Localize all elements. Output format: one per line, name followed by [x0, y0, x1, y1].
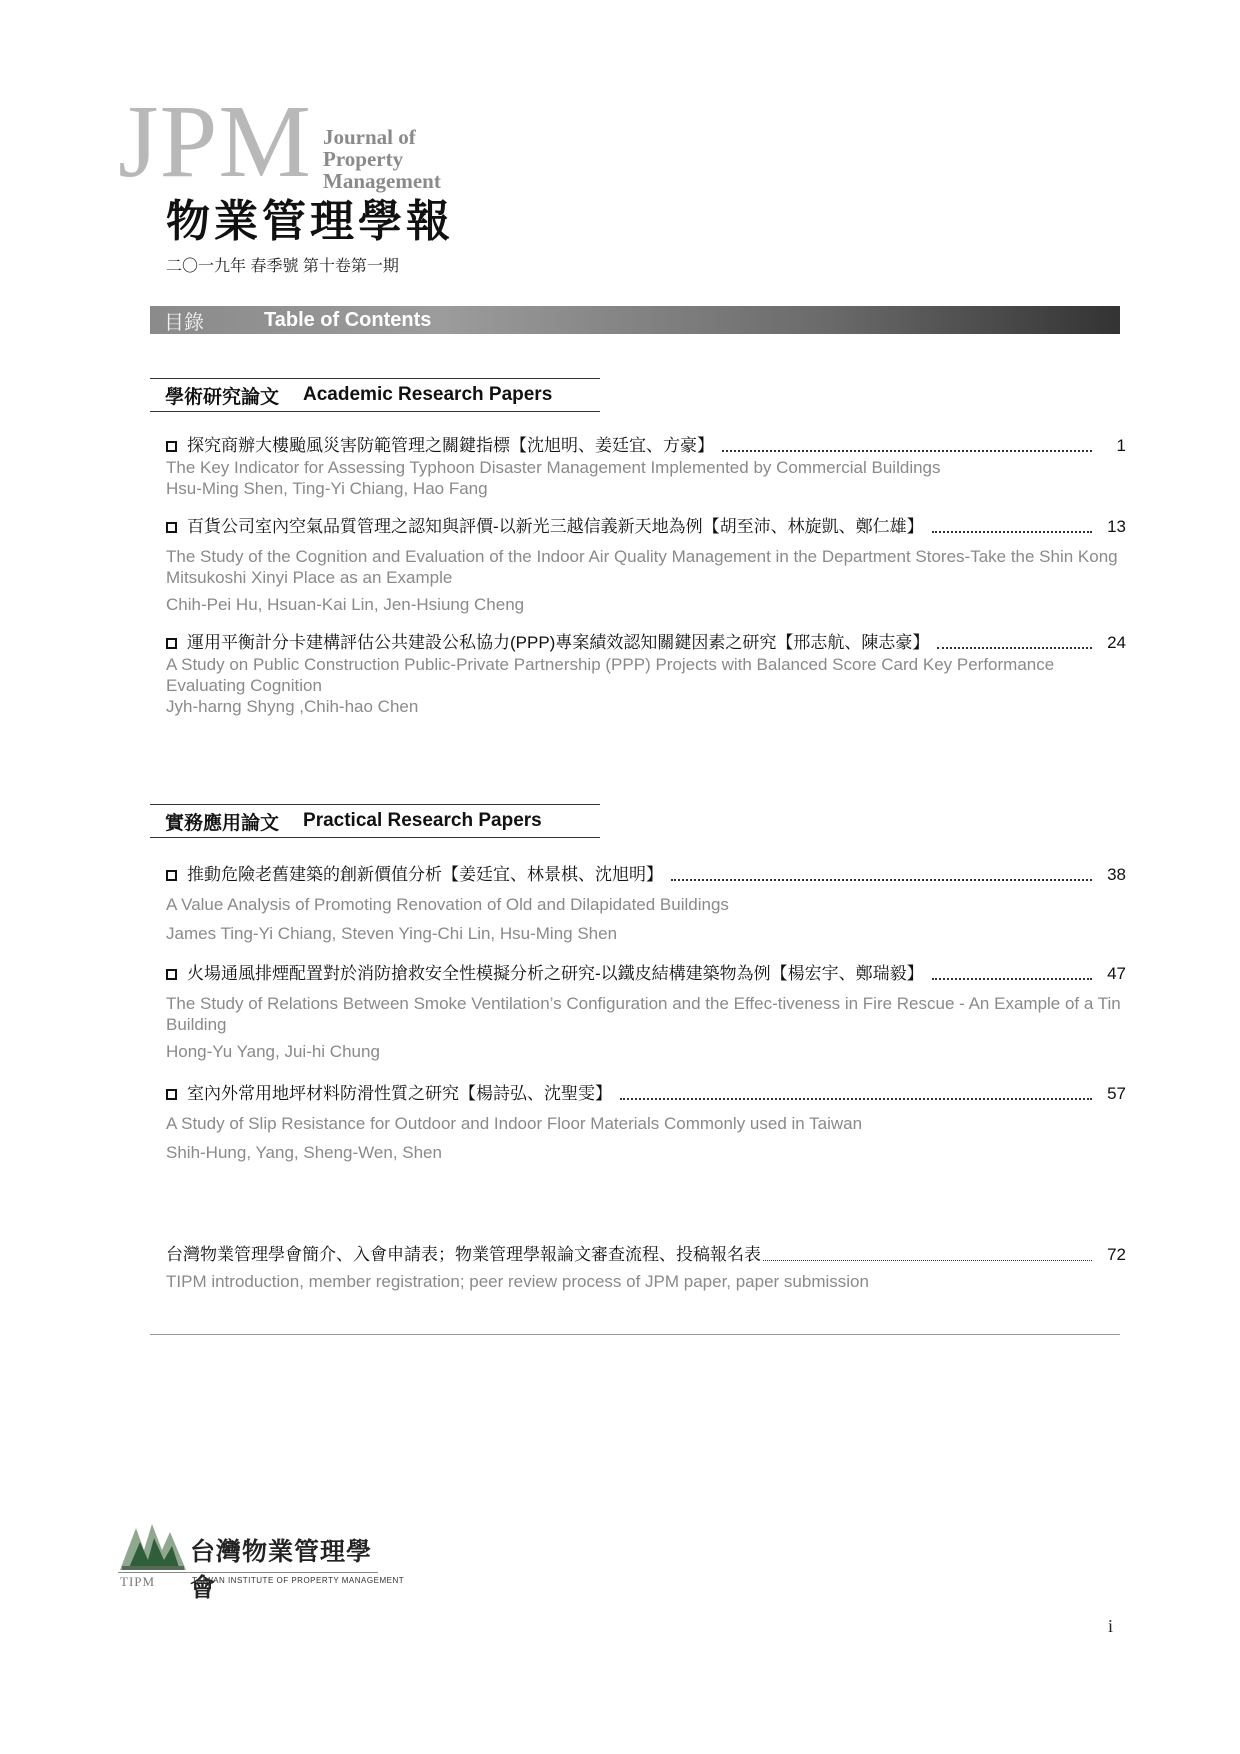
dot-leader	[932, 978, 1092, 980]
entry-page-number: 57	[1107, 1084, 1126, 1103]
entry-title: 運用平衡計分卡建構評估公共建設公私協力(PPP)專案績效認知關鍵因素之研究【邢志航、陳志豪】	[187, 633, 930, 652]
toc-entry-misc[interactable]	[166, 1244, 1126, 1266]
journal-name-line: Journal of	[323, 125, 416, 149]
checkbox-bullet-icon	[166, 870, 177, 881]
dot-leader	[763, 1260, 1092, 1261]
entry-english-title: A Value Analysis of Promoting Renovation of Old and Dilapidated Buildings	[166, 895, 729, 914]
entry-english-title: The Study of Relations Between Smoke Ventilation’s Configuration and the Effec-tiveness in Fire Rescue - An Example of a Tin Building	[166, 994, 1121, 1034]
toc-entry[interactable]	[166, 963, 1126, 1062]
toc-entry[interactable]	[166, 864, 1126, 944]
entry-english-title: A Study of Slip Resistance for Outdoor and Indoor Floor Materials Commonly used in Taiwan	[166, 1114, 863, 1133]
toc-header-english: Table of Contents	[264, 308, 432, 331]
section-heading-english: Practical Research Papers	[303, 810, 542, 831]
dot-leader	[671, 879, 1092, 881]
entry-page-number: 13	[1107, 517, 1126, 536]
tipm-logo	[118, 1520, 405, 1602]
entry-english-title: The Key Indicator for Assessing Typhoon Disaster Management Implemented by Commercial Buildings	[166, 458, 941, 477]
checkbox-bullet-icon	[166, 522, 177, 533]
checkbox-bullet-icon	[166, 1089, 177, 1100]
dot-leader	[932, 531, 1092, 533]
org-abbrev: TIPM	[120, 1574, 156, 1589]
entry-authors: Jyh-harng Shyng ,Chih-hao Chen	[166, 697, 419, 716]
checkbox-bullet-icon	[166, 638, 177, 649]
entry-authors: Hsu-Ming Shen, Ting-Yi Chiang, Hao Fang	[166, 479, 488, 498]
toc-entry[interactable]	[166, 632, 1126, 717]
entry-english-title: A Study on Public Construction Public-Private Partnership (PPP) Projects with Balanced Score Card Key Performance Evaluating Cognition	[166, 655, 1055, 695]
entry-page-number: 24	[1107, 633, 1126, 652]
entry-page-number: 47	[1107, 964, 1126, 983]
checkbox-bullet-icon	[166, 969, 177, 980]
journal-name-line: Property	[323, 147, 404, 171]
entry-title: 室內外常用地坪材料防滑性質之研究【楊詩弘、沈聖雯】	[187, 1084, 612, 1103]
section-heading-english: Academic Research Papers	[303, 384, 553, 405]
page-number: i	[1108, 1616, 1114, 1636]
journal-name-line: Management	[323, 169, 441, 193]
entry-page-number: 72	[1107, 1245, 1126, 1264]
entry-page-number: 1	[1116, 436, 1126, 455]
section-heading-practical	[150, 804, 600, 838]
entry-english-title: The Study of the Cognition and Evaluation of the Indoor Air Quality Management in the Department Stores-Take the Shin Kong Mitsukoshi Xinyi Place as an Example	[166, 547, 1118, 587]
divider	[150, 1334, 1120, 1335]
section-heading-chinese: 學術研究論文	[165, 386, 280, 408]
section-heading-academic	[150, 378, 600, 412]
dot-leader	[722, 450, 1092, 452]
toc-entry[interactable]	[166, 1083, 1126, 1163]
entry-page-number: 38	[1107, 865, 1126, 884]
checkbox-bullet-icon	[166, 441, 177, 452]
toc-entry[interactable]	[166, 435, 1126, 499]
entry-title: 台灣物業管理學會簡介、入會申請表；物業管理學報論文審查流程、投稿報名表	[166, 1245, 761, 1264]
org-chinese-name: 台灣物業管理學會	[190, 1537, 373, 1602]
toc-entry[interactable]	[166, 516, 1126, 615]
jpm-logo-letters: JPM	[118, 84, 312, 199]
entry-authors: James Ting-Yi Chiang, Steven Ying-Chi Lin, Hsu-Ming Shen	[166, 924, 618, 943]
org-english-name: TAIWAN INSTITUTE OF PROPERTY MANAGEMENT	[192, 1576, 405, 1585]
entry-authors: Shih-Hung, Yang, Sheng-Wen, Shen	[166, 1143, 442, 1162]
misc-english-title: TIPM introduction, member registration; peer review process of JPM paper, paper submission	[166, 1272, 869, 1291]
masthead	[118, 84, 538, 278]
journal-chinese-title: 物業管理學報	[166, 196, 454, 247]
entry-authors: Hong-Yu Yang, Jui-hi Chung	[166, 1042, 380, 1061]
entry-title: 百貨公司室內空氣品質管理之認知與評價-以新光三越信義新天地為例【胡至沛、林旋凱、鄭仁雄】	[187, 517, 924, 536]
issue-label: 二〇一九年 春季號 第十卷第一期	[166, 258, 399, 275]
entry-title: 探究商辦大樓颱風災害防範管理之關鍵指標【沈旭明、姜廷宜、方豪】	[187, 436, 714, 455]
dot-leader	[620, 1098, 1092, 1100]
divider	[118, 1572, 378, 1573]
journal-english-name	[323, 126, 441, 192]
entry-authors: Chih-Pei Hu, Hsuan-Kai Lin, Jen-Hsiung Cheng	[166, 595, 525, 614]
entry-title: 火場通風排煙配置對於消防搶救安全性模擬分析之研究-以鐵皮結構建築物為例【楊宏宇、鄭瑞毅】	[187, 964, 924, 983]
toc-header-bar	[150, 306, 1120, 334]
tipm-mountain-icon	[118, 1520, 188, 1572]
entry-title: 推動危險老舊建築的創新價值分析【姜廷宜、林景棋、沈旭明】	[187, 865, 663, 884]
toc-header-chinese: 目錄	[164, 311, 204, 334]
dot-leader	[937, 647, 1092, 649]
section-heading-chinese: 實務應用論文	[165, 812, 280, 834]
